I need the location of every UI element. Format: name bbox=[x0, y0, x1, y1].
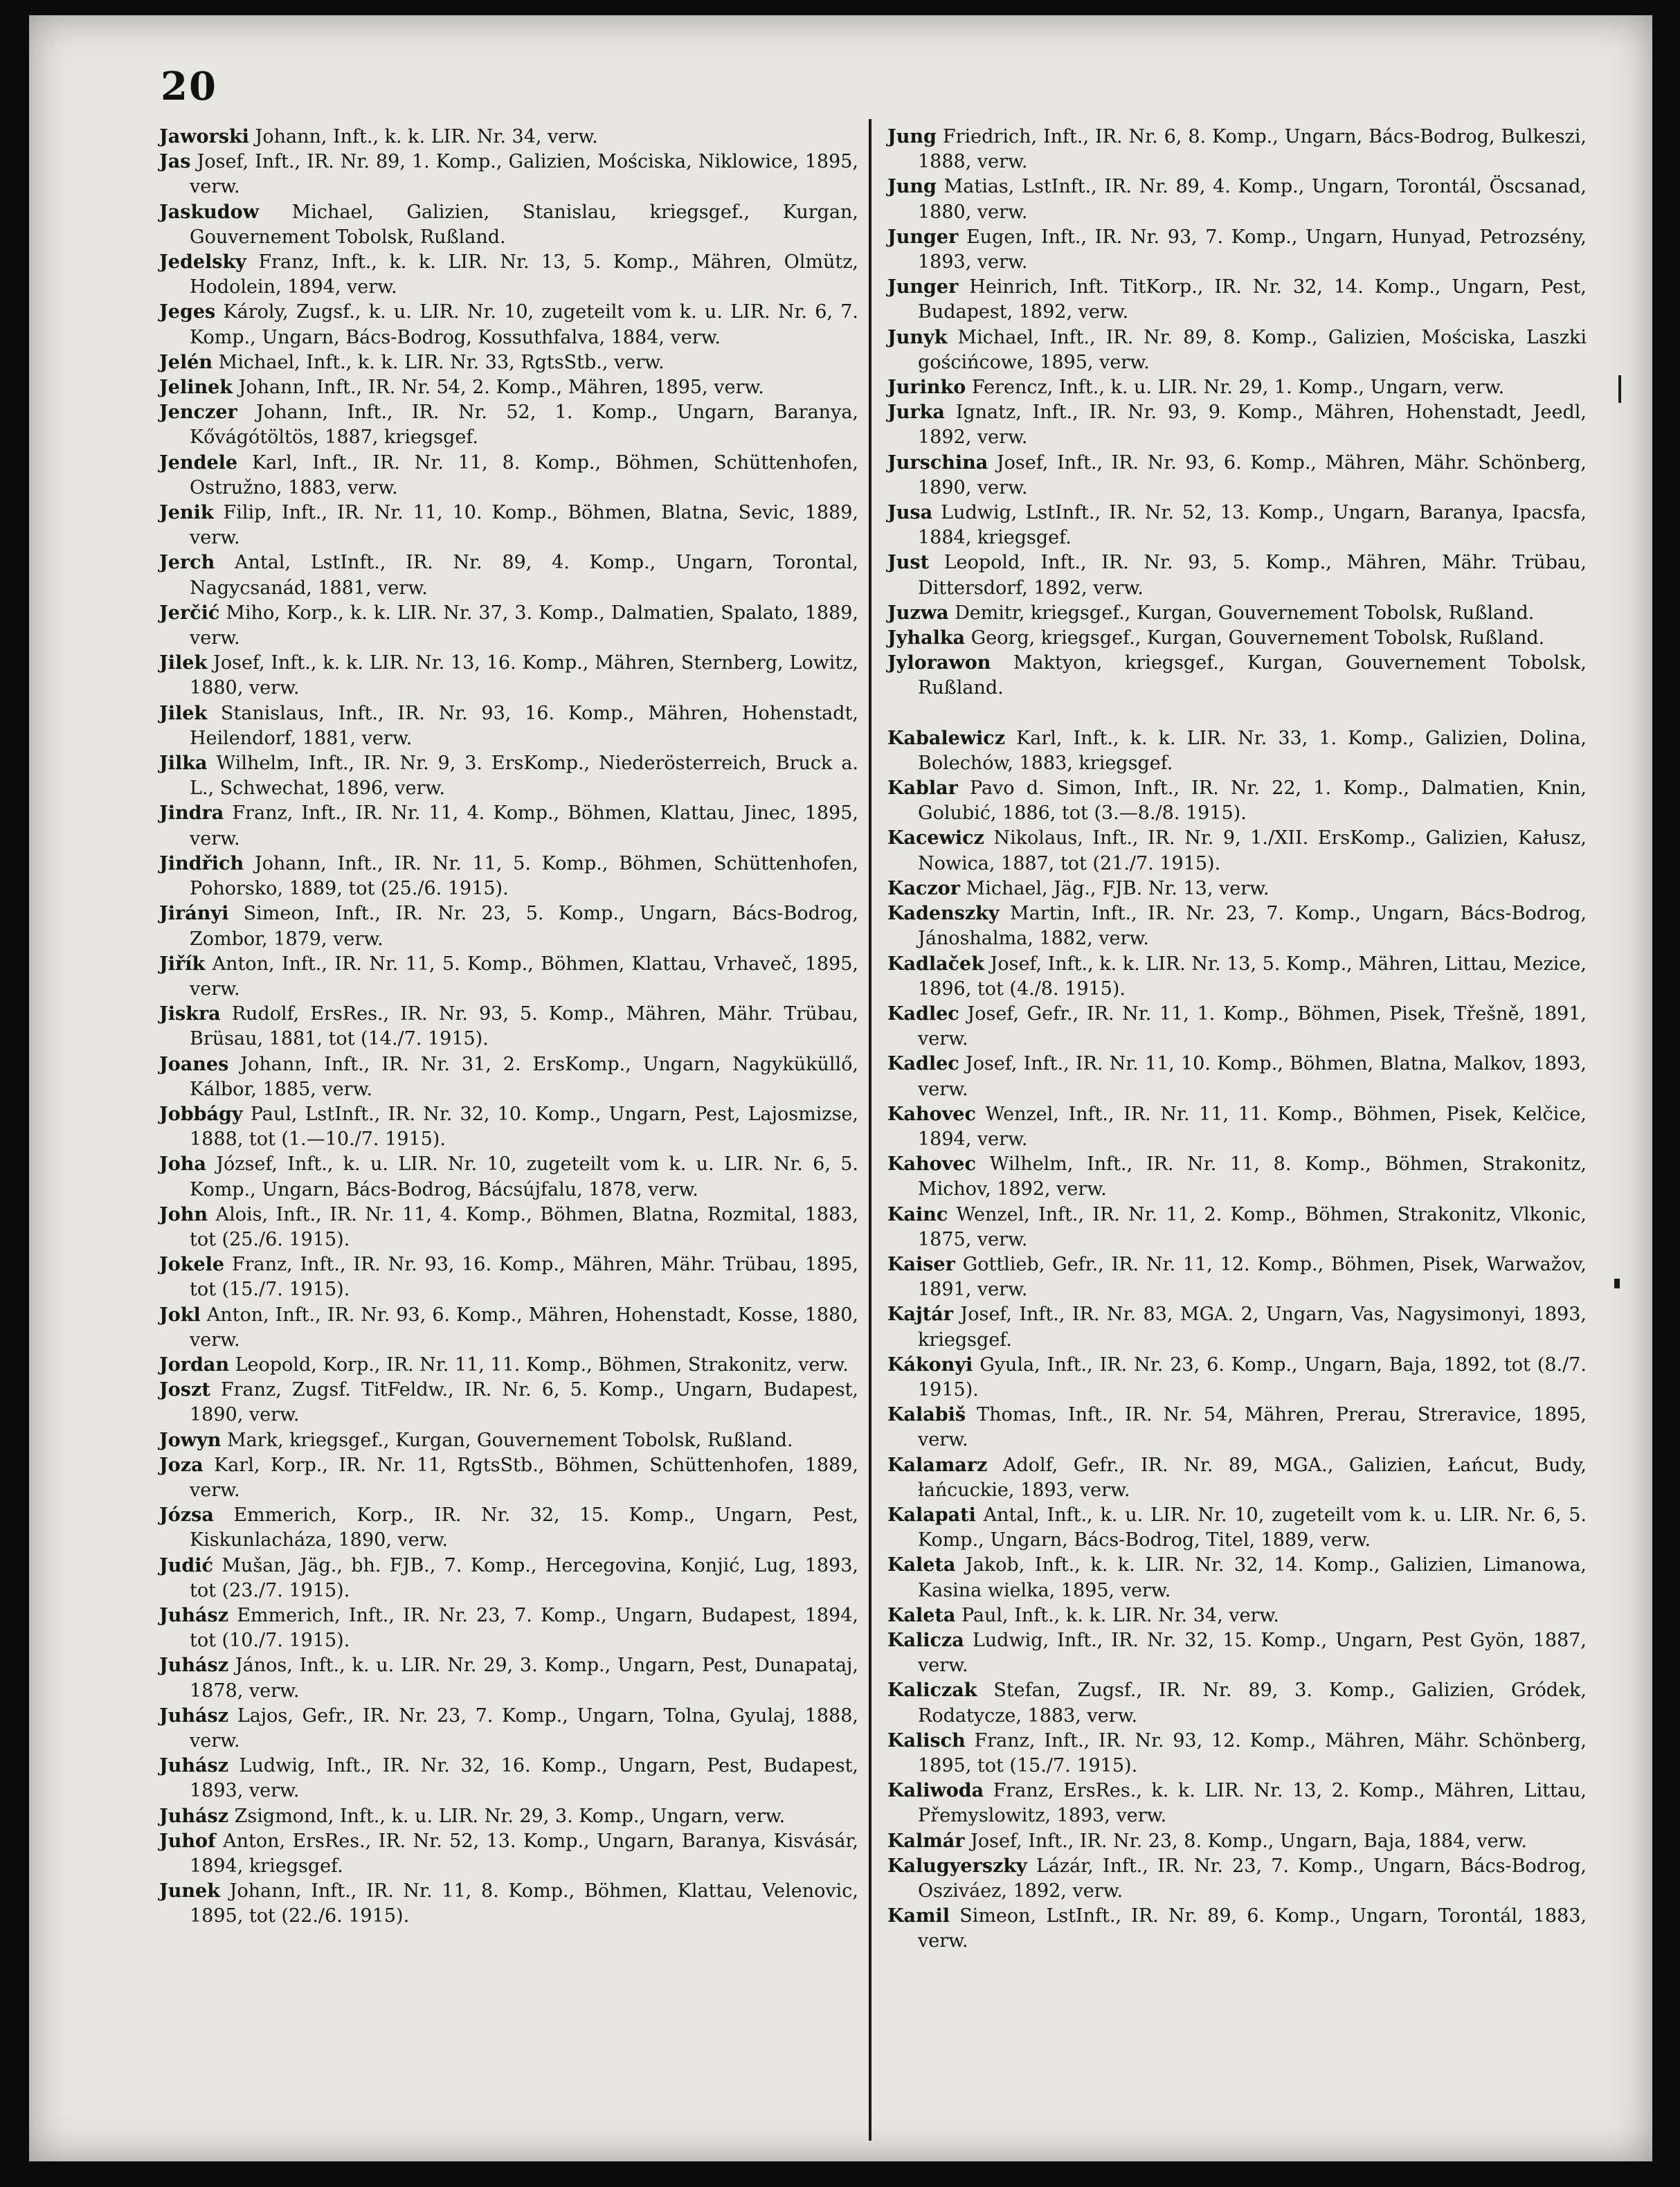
register-entry bbox=[159, 1002, 858, 1052]
register-entry bbox=[887, 1403, 1587, 1452]
register-entry bbox=[159, 601, 858, 651]
register-entry bbox=[159, 1653, 858, 1703]
entry-details: Michael, Jäg., FJB. Nr. 13, verw. bbox=[959, 877, 1270, 899]
entry-surname: Kadlec bbox=[887, 1053, 959, 1075]
entry-details: Miho, Korp., k. k. LIR. Nr. 37, 3. Komp., Dalmatien, Spalato, 1889, verw. bbox=[190, 602, 858, 649]
register-entry bbox=[159, 1102, 858, 1152]
entry-details: Josef, Inft., IR. Nr. 93, 6. Komp., Mähren, Mähr. Schönberg, 1890, verw. bbox=[918, 451, 1587, 498]
left-column bbox=[159, 125, 858, 1929]
entry-surname: Juhász bbox=[159, 1604, 229, 1626]
right-column bbox=[887, 125, 1587, 1954]
register-entry bbox=[159, 1879, 858, 1929]
entry-details: Leopold, Inft., IR. Nr. 93, 5. Komp., Mähren, Mähr. Trübau, Dittersdorf, 1892, verw. bbox=[918, 552, 1587, 599]
entry-surname: Jung bbox=[887, 126, 937, 147]
entry-details: Karl, Inft., k. k. LIR. Nr. 33, 1. Komp., Galizien, Dolina, Bolechów, 1883, kriegsgef. bbox=[918, 727, 1587, 774]
register-entry bbox=[159, 400, 858, 450]
register-page bbox=[29, 15, 1652, 2161]
entry-details: Antal, Inft., k. u. LIR. Nr. 10, zugeteilt vom k. u. LIR. Nr. 6, 5. Komp., Ungarn, Bács-Bodrog, Titel, 1889, verw. bbox=[918, 1504, 1587, 1551]
entry-details: Josef, Inft., k. k. LIR. Nr. 13, 5. Komp., Mähren, Littau, Mezice, 1896, tot (4./8. 1915). bbox=[918, 953, 1587, 1000]
register-entry bbox=[887, 1102, 1587, 1152]
register-entry bbox=[887, 1152, 1587, 1202]
entry-details: Franz, Inft., IR. Nr. 11, 4. Komp., Böhmen, Klattau, Jinec, 1895, verw. bbox=[190, 802, 858, 849]
register-entry bbox=[159, 1603, 858, 1653]
entry-details: Antal, LstInft., IR. Nr. 89, 4. Komp., Ungarn, Torontal, Nagycsanád, 1881, verw. bbox=[190, 552, 858, 599]
entry-details: Nikolaus, Inft., IR. Nr. 9, 1./XII. ErsKomp., Galizien, Kałusz, Nowica, 1887, tot (21./7. 1915). bbox=[918, 827, 1587, 874]
entry-surname: Jerčić bbox=[159, 602, 220, 624]
register-entry bbox=[159, 1052, 858, 1102]
register-entry bbox=[159, 375, 858, 400]
entry-surname: Kalmár bbox=[887, 1830, 965, 1852]
entry-surname: Józsa bbox=[159, 1504, 214, 1527]
entry-surname: Jenczer bbox=[159, 402, 237, 424]
entry-surname: Jurka bbox=[887, 402, 945, 424]
register-entry bbox=[887, 375, 1587, 400]
entry-details: Josef, Inft., IR. Nr. 89, 1. Komp., Galizien, Mościska, Niklowice, 1895, verw. bbox=[190, 151, 858, 198]
register-entry bbox=[159, 250, 858, 300]
register-entry bbox=[159, 451, 858, 501]
entry-details: Pavo d. Simon, Inft., IR. Nr. 22, 1. Komp., Dalmatien, Knin, Golubić, 1886, tot (3.—8./8. 1915). bbox=[918, 777, 1587, 825]
register-entry bbox=[887, 1779, 1587, 1828]
register-entry bbox=[159, 1378, 858, 1428]
entry-details: Wenzel, Inft., IR. Nr. 11, 11. Komp., Böhmen, Pisek, Kelčice, 1894, verw. bbox=[918, 1103, 1587, 1150]
register-entry bbox=[159, 852, 858, 901]
register-entry bbox=[159, 350, 858, 375]
entry-details: Gyula, Inft., IR. Nr. 23, 6. Komp., Ungarn, Baja, 1892, tot (8./7. 1915). bbox=[918, 1353, 1587, 1401]
register-entry bbox=[159, 1152, 858, 1202]
register-entry bbox=[887, 451, 1587, 501]
entry-surname: Joanes bbox=[159, 1053, 229, 1075]
register-entry bbox=[887, 275, 1587, 325]
entry-surname: Jendele bbox=[159, 451, 238, 474]
entry-details: Demitr, kriegsgef., Kurgan, Gouvernement Tobolsk, Rußland. bbox=[948, 602, 1535, 624]
margin-mark bbox=[1618, 375, 1621, 403]
register-entry bbox=[159, 501, 858, 550]
entry-details: Johann, Inft., k. k. LIR. Nr. 34, verw. bbox=[249, 126, 598, 147]
register-entry bbox=[887, 400, 1587, 450]
entry-details: Stefan, Zugsf., IR. Nr. 89, 3. Komp., Galizien, Gródek, Rodatycze, 1883, verw. bbox=[918, 1680, 1587, 1727]
entry-surname: Kadlaček bbox=[887, 953, 984, 975]
entry-details: Matias, LstInft., IR. Nr. 89, 4. Komp., Ungarn, Torontál, Öscsanad, 1880, verw. bbox=[918, 176, 1587, 223]
entry-surname: Jokl bbox=[159, 1304, 201, 1326]
entry-details: Stanislaus, Inft., IR. Nr. 93, 16. Komp., Mähren, Hohenstadt, Heilendorf, 1881, verw. bbox=[190, 702, 858, 749]
entry-surname: Jung bbox=[887, 176, 937, 198]
entry-surname: Jilka bbox=[159, 753, 208, 775]
entry-surname: Jirányi bbox=[159, 903, 229, 925]
entry-surname: Kaiser bbox=[887, 1253, 955, 1275]
entry-details: Mušan, Jäg., bh. FJB., 7. Komp., Hercegovina, Konjić, Lug, 1893, tot (23./7. 1915). bbox=[190, 1554, 858, 1601]
entry-surname: Jenik bbox=[159, 502, 214, 524]
entry-details: Zsigmond, Inft., k. u. LIR. Nr. 29, 3. Komp., Ungarn, verw. bbox=[228, 1805, 786, 1827]
entry-details: Simeon, Inft., IR. Nr. 23, 5. Komp., Ungarn, Bács-Bodrog, Zombor, 1879, verw. bbox=[190, 903, 858, 950]
register-entry bbox=[159, 1704, 858, 1754]
register-entry bbox=[159, 1353, 858, 1378]
entry-details: Ludwig, LstInft., IR. Nr. 52, 13. Komp., Ungarn, Baranya, Ipacsfa, 1884, kriegsgef. bbox=[918, 502, 1587, 549]
entry-surname: Kamil bbox=[887, 1905, 950, 1927]
entry-surname: Jowyn bbox=[159, 1429, 222, 1451]
entry-details: Franz, Inft., k. k. LIR. Nr. 13, 5. Komp., Mähren, Olmütz, Hodolein, 1894, verw. bbox=[190, 251, 858, 298]
register-entry bbox=[159, 1503, 858, 1553]
register-entry bbox=[887, 726, 1587, 776]
entry-surname: Jas bbox=[159, 151, 191, 173]
register-entry bbox=[887, 550, 1587, 600]
register-entry bbox=[887, 1052, 1587, 1101]
entry-details: Gottlieb, Gefr., IR. Nr. 11, 12. Komp., Böhmen, Pisek, Warwažov, 1891, verw. bbox=[918, 1253, 1587, 1301]
entry-details: Karl, Korp., IR. Nr. 11, RgtsStb., Böhmen, Schüttenhofen, 1889, verw. bbox=[190, 1454, 858, 1501]
section-gap bbox=[887, 701, 1587, 726]
entry-details: Martin, Inft., IR. Nr. 23, 7. Komp., Ungarn, Bács-Bodrog, Jánoshalma, 1882, verw. bbox=[918, 903, 1587, 950]
entry-details: Heinrich, Inft. TitKorp., IR. Nr. 32, 14. Komp., Ungarn, Pest, Budapest, 1892, verw. bbox=[918, 276, 1587, 323]
entry-surname: Juhász bbox=[159, 1755, 229, 1777]
entry-details: Filip, Inft., IR. Nr. 11, 10. Komp., Böhmen, Blatna, Sevic, 1889, verw. bbox=[190, 502, 858, 549]
entry-details: Johann, Inft., IR. Nr. 54, 2. Komp., Mähren, 1895, verw. bbox=[232, 377, 764, 399]
register-entry bbox=[159, 1252, 858, 1302]
entry-details: Johann, Inft., IR. Nr. 11, 8. Komp., Böhmen, Klattau, Velenovic, 1895, tot (22./6. 1915). bbox=[190, 1880, 858, 1927]
register-entry bbox=[159, 125, 858, 150]
entry-details: Thomas, Inft., IR. Nr. 54, Mähren, Prerau, Streravice, 1895, verw. bbox=[918, 1404, 1587, 1451]
register-entry bbox=[887, 501, 1587, 550]
entry-surname: Kacewicz bbox=[887, 827, 984, 849]
entry-surname: Jokele bbox=[159, 1254, 225, 1276]
register-entry bbox=[159, 1754, 858, 1803]
entry-details: Lajos, Gefr., IR. Nr. 23, 7. Komp., Ungarn, Tolna, Gyulaj, 1888, verw. bbox=[190, 1704, 858, 1752]
entry-surname: Juhász bbox=[159, 1704, 229, 1727]
entry-surname: John bbox=[159, 1203, 208, 1225]
entry-surname: Jilek bbox=[159, 702, 208, 724]
entry-surname: Joszt bbox=[159, 1379, 210, 1401]
register-entry bbox=[887, 325, 1587, 375]
entry-details: Emmerich, Korp., IR. Nr. 32, 15. Komp., Ungarn, Pest, Kiskunlacháza, 1890, verw. bbox=[190, 1504, 858, 1551]
entry-surname: Jobbágy bbox=[159, 1103, 243, 1125]
entry-surname: Jindřich bbox=[159, 852, 244, 874]
entry-details: Adolf, Gefr., IR. Nr. 89, MGA., Galizien, Łańcut, Budy, łańcuckie, 1893, verw. bbox=[918, 1454, 1587, 1501]
register-entry bbox=[887, 601, 1587, 626]
register-entry bbox=[887, 125, 1587, 174]
register-entry bbox=[159, 200, 858, 250]
entry-surname: Jelén bbox=[159, 351, 213, 373]
entry-details: Maktyon, kriegsgef., Kurgan, Gouvernement Tobolsk, Rußland. bbox=[918, 652, 1587, 699]
entry-details: Ferencz, Inft., k. u. LIR. Nr. 29, 1. Komp., Ungarn, verw. bbox=[966, 377, 1505, 399]
entry-surname: Juzwa bbox=[887, 602, 949, 624]
entry-details: Josef, Inft., IR. Nr. 11, 10. Komp., Böhmen, Blatna, Malkov, 1893, verw. bbox=[918, 1053, 1587, 1100]
register-entry bbox=[887, 1628, 1587, 1678]
entry-surname: Kákonyi bbox=[887, 1353, 973, 1376]
entry-surname: Kaczor bbox=[887, 877, 960, 899]
entry-details: Eugen, Inft., IR. Nr. 93, 7. Komp., Ungarn, Hunyad, Petrozsény, 1893, verw. bbox=[918, 226, 1587, 273]
register-entry bbox=[887, 1302, 1587, 1352]
entry-surname: Jusa bbox=[887, 502, 933, 524]
entry-details: Georg, kriegsgef., Kurgan, Gouvernement Tobolsk, Rußland. bbox=[965, 627, 1545, 649]
entry-details: Károly, Zugsf., k. u. LIR. Nr. 10, zugeteilt vom k. u. LIR. Nr. 6, 7. Komp., Ungarn, Bács-Bodrog, Kossuthfalva, 1884, verw. bbox=[190, 301, 858, 348]
entry-details: Wilhelm, Inft., IR. Nr. 9, 3. ErsKomp., Niederösterreich, Bruck a. L., Schwechat, 1896, verw. bbox=[190, 753, 858, 800]
register-entry bbox=[887, 901, 1587, 951]
entry-details: Emmerich, Inft., IR. Nr. 23, 7. Komp., Ungarn, Budapest, 1894, tot (10./7. 1915). bbox=[190, 1604, 858, 1652]
entry-details: Paul, LstInft., IR. Nr. 32, 10. Komp., Ungarn, Pest, Lajosmizse, 1888, tot (1.—10./7. 1915). bbox=[190, 1103, 858, 1151]
entry-details: Johann, Inft., IR. Nr. 11, 5. Komp., Böhmen, Schüttenhofen, Pohorsko, 1889, tot (25./6. 1915). bbox=[190, 852, 858, 900]
register-entry bbox=[887, 1553, 1587, 1603]
register-entry bbox=[887, 225, 1587, 275]
entry-surname: Juhász bbox=[159, 1805, 229, 1827]
register-entry bbox=[887, 876, 1587, 901]
entry-details: Jakob, Inft., k. k. LIR. Nr. 32, 14. Komp., Galizien, Limanowa, Kasina wielka, 1895, verw. bbox=[918, 1554, 1587, 1601]
entry-details: Johann, Inft., IR. Nr. 31, 2. ErsKomp., Ungarn, Nagyküküllő, Kálbor, 1885, verw. bbox=[190, 1053, 858, 1100]
register-entry bbox=[159, 952, 858, 1002]
entry-surname: Kajtár bbox=[887, 1304, 953, 1326]
register-entry bbox=[159, 1554, 858, 1603]
register-entry bbox=[887, 1678, 1587, 1728]
entry-surname: Kaleta bbox=[887, 1554, 956, 1576]
entry-surname: Junyk bbox=[887, 326, 948, 348]
entry-details: Michael, Galizien, Stanislau, kriegsgef., Kurgan, Gouvernement Tobolsk, Rußland. bbox=[190, 201, 858, 248]
entry-surname: Jurinko bbox=[887, 377, 966, 399]
entry-surname: Kalamarz bbox=[887, 1454, 988, 1476]
entry-surname: Jiskra bbox=[159, 1003, 221, 1025]
entry-details: Rudolf, ErsRes., IR. Nr. 93, 5. Komp., Mähren, Mähr. Trübau, Brüsau, 1881, tot (14./7. 1915). bbox=[190, 1003, 858, 1050]
entry-surname: Joza bbox=[159, 1454, 204, 1476]
entry-surname: Judić bbox=[159, 1554, 213, 1576]
register-entry bbox=[887, 1603, 1587, 1628]
entry-surname: Junek bbox=[159, 1880, 220, 1902]
entry-surname: Kablar bbox=[887, 777, 958, 800]
register-entry bbox=[887, 1829, 1587, 1854]
entry-surname: Jylorawon bbox=[887, 652, 991, 674]
register-entry bbox=[159, 701, 858, 751]
register-entry bbox=[887, 1453, 1587, 1503]
margin-mark bbox=[1614, 1279, 1620, 1288]
register-entry bbox=[159, 1203, 858, 1252]
entry-surname: Jurschina bbox=[887, 451, 988, 474]
register-entry bbox=[159, 751, 858, 801]
entry-details: Johann, Inft., IR. Nr. 52, 1. Komp., Ungarn, Baranya, Kővágótöltös, 1887, kriegsgef. bbox=[190, 402, 858, 449]
register-entry bbox=[887, 1353, 1587, 1403]
register-entry bbox=[159, 1804, 858, 1829]
entry-details: Josef, Inft., k. k. LIR. Nr. 13, 16. Komp., Mähren, Sternberg, Lowitz, 1880, verw. bbox=[190, 652, 858, 699]
register-entry bbox=[159, 300, 858, 350]
entry-surname: Junger bbox=[887, 276, 959, 298]
entry-surname: Kahovec bbox=[887, 1153, 976, 1176]
column-divider bbox=[869, 119, 871, 2141]
entry-details: Michael, Inft., k. k. LIR. Nr. 33, RgtsStb., verw. bbox=[213, 351, 665, 373]
register-entry bbox=[159, 1829, 858, 1879]
register-entry bbox=[887, 174, 1587, 224]
entry-details: János, Inft., k. u. LIR. Nr. 29, 3. Komp., Ungarn, Pest, Dunapataj, 1878, verw. bbox=[190, 1655, 858, 1702]
entry-surname: Jelinek bbox=[159, 377, 233, 399]
register-entry bbox=[887, 776, 1587, 826]
entry-surname: Kainc bbox=[887, 1203, 948, 1225]
entry-details: Wenzel, Inft., IR. Nr. 11, 2. Komp., Böhmen, Strakonitz, Vlkonic, 1875, verw. bbox=[918, 1203, 1587, 1250]
entry-surname: Kalisch bbox=[887, 1729, 966, 1752]
entry-surname: Jilek bbox=[159, 652, 208, 674]
register-entry bbox=[159, 901, 858, 951]
entry-surname: Kadenszky bbox=[887, 903, 1000, 925]
entry-surname: Kalapati bbox=[887, 1504, 976, 1526]
entry-details: Simeon, LstInft., IR. Nr. 89, 6. Komp., Ungarn, Torontál, 1883, verw. bbox=[918, 1905, 1587, 1952]
entry-surname: Kalugyerszky bbox=[887, 1855, 1027, 1877]
entry-details: Ludwig, Inft., IR. Nr. 32, 16. Komp., Ungarn, Pest, Budapest, 1893, verw. bbox=[190, 1755, 858, 1802]
entry-surname: Jyhalka bbox=[887, 627, 966, 649]
register-entry bbox=[159, 651, 858, 701]
page-number: 20 bbox=[161, 64, 217, 109]
entry-surname: Kaliczak bbox=[887, 1680, 977, 1702]
entry-surname: Jaskudow bbox=[159, 201, 259, 223]
register-entry bbox=[159, 1428, 858, 1453]
entry-details: Michael, Inft., IR. Nr. 89, 8. Komp., Galizien, Mościska, Laszki gościńcowe, 1895, verw. bbox=[918, 326, 1587, 373]
entry-details: Anton, Inft., IR. Nr. 93, 6. Komp., Mähren, Hohenstadt, Kosse, 1880, verw. bbox=[190, 1304, 858, 1351]
entry-surname: Jordan bbox=[159, 1353, 230, 1376]
register-entry bbox=[887, 651, 1587, 701]
entry-surname: Jedelsky bbox=[159, 251, 246, 273]
entry-details: Franz, Inft., IR. Nr. 93, 12. Komp., Mähren, Mähr. Schönberg, 1895, tot (15./7. 1915). bbox=[918, 1729, 1587, 1776]
entry-details: Franz, Zugsf. TitFeldw., IR. Nr. 6, 5. Komp., Ungarn, Budapest, 1890, verw. bbox=[190, 1379, 858, 1426]
entry-surname: Junger bbox=[887, 226, 959, 248]
entry-details: Mark, kriegsgef., Kurgan, Gouvernement Tobolsk, Rußland. bbox=[221, 1429, 793, 1451]
entry-details: Friedrich, Inft., IR. Nr. 6, 8. Komp., Ungarn, Bács-Bodrog, Bulkeszi, 1888, verw. bbox=[918, 126, 1587, 173]
entry-surname: Juhof bbox=[159, 1830, 216, 1852]
entry-details: Lázár, Inft., IR. Nr. 23, 7. Komp., Ungarn, Bács-Bodrog, Osziváez, 1892, verw. bbox=[918, 1855, 1587, 1902]
entry-details: Karl, Inft., IR. Nr. 11, 8. Komp., Böhmen, Schüttenhofen, Ostružno, 1883, verw. bbox=[190, 451, 858, 498]
register-entry bbox=[887, 826, 1587, 876]
entry-surname: Jerch bbox=[159, 552, 215, 574]
entry-surname: Kahovec bbox=[887, 1103, 976, 1125]
entry-details: József, Inft., k. u. LIR. Nr. 10, zugeteilt vom k. u. LIR. Nr. 6, 5. Komp., Ungarn, Bács-Bodrog, Bácsújfalu, 1878, verw. bbox=[190, 1153, 858, 1200]
register-entry bbox=[159, 801, 858, 851]
entry-surname: Juhász bbox=[159, 1655, 229, 1677]
entry-details: Anton, ErsRes., IR. Nr. 52, 13. Komp., Ungarn, Baranya, Kisvásár, 1894, kriegsgef. bbox=[190, 1830, 858, 1878]
register-entry bbox=[887, 1203, 1587, 1252]
entry-details: Alois, Inft., IR. Nr. 11, 4. Komp., Böhmen, Blatna, Rozmital, 1883, tot (25./6. 1915). bbox=[190, 1203, 858, 1250]
entry-details: Ignatz, Inft., IR. Nr. 93, 9. Komp., Mähren, Hohenstadt, Jeedl, 1892, verw. bbox=[918, 402, 1587, 449]
entry-details: Josef, Inft., IR. Nr. 23, 8. Komp., Ungarn, Baja, 1884, verw. bbox=[964, 1830, 1528, 1852]
register-entry bbox=[887, 1503, 1587, 1553]
entry-surname: Just bbox=[887, 552, 930, 574]
entry-surname: Kaliwoda bbox=[887, 1780, 984, 1802]
entry-details: Anton, Inft., IR. Nr. 11, 5. Komp., Böhmen, Klattau, Vrhaveč, 1895, verw. bbox=[190, 953, 858, 1000]
entry-surname: Kalicza bbox=[887, 1629, 964, 1651]
register-entry bbox=[887, 626, 1587, 651]
register-entry bbox=[887, 1002, 1587, 1052]
entry-details: Josef, Gefr., IR. Nr. 11, 1. Komp., Böhmen, Pisek, Třešně, 1891, verw. bbox=[918, 1002, 1587, 1050]
register-entry bbox=[887, 1854, 1587, 1904]
entry-details: Franz, ErsRes., k. k. LIR. Nr. 13, 2. Komp., Mähren, Littau, Přemyslowitz, 1893, verw. bbox=[918, 1780, 1587, 1827]
entry-surname: Kabalewicz bbox=[887, 727, 1006, 749]
register-entry bbox=[887, 1729, 1587, 1779]
entry-surname: Kaleta bbox=[887, 1604, 956, 1626]
register-entry bbox=[159, 150, 858, 199]
entry-surname: Jiřík bbox=[159, 953, 206, 975]
entry-surname: Joha bbox=[159, 1153, 206, 1176]
register-entry bbox=[887, 1904, 1587, 1954]
entry-surname: Kalabiš bbox=[887, 1404, 966, 1426]
entry-surname: Jeges bbox=[159, 301, 216, 323]
entry-details: Franz, Inft., IR. Nr. 93, 16. Komp., Mähren, Mähr. Trübau, 1895, tot (15./7. 1915). bbox=[190, 1254, 858, 1301]
register-entry bbox=[159, 1453, 858, 1503]
entry-surname: Jaworski bbox=[159, 126, 249, 147]
register-entry bbox=[887, 952, 1587, 1002]
entry-details: Paul, Inft., k. k. LIR. Nr. 34, verw. bbox=[955, 1604, 1279, 1626]
register-entry bbox=[159, 1303, 858, 1353]
entry-surname: Kadlec bbox=[887, 1002, 959, 1025]
entry-details: Josef, Inft., IR. Nr. 83, MGA. 2, Ungarn, Vas, Nagysimonyi, 1893, kriegsgef. bbox=[918, 1304, 1587, 1351]
register-entry bbox=[159, 550, 858, 600]
entry-details: Wilhelm, Inft., IR. Nr. 11, 8. Komp., Böhmen, Strakonitz, Michov, 1892, verw. bbox=[918, 1153, 1587, 1200]
entry-details: Leopold, Korp., IR. Nr. 11, 11. Komp., Böhmen, Strakonitz, verw. bbox=[229, 1353, 849, 1376]
entry-details: Ludwig, Inft., IR. Nr. 32, 15. Komp., Ungarn, Pest Gyön, 1887, verw. bbox=[918, 1629, 1587, 1677]
register-entry bbox=[887, 1252, 1587, 1302]
entry-surname: Jindra bbox=[159, 802, 224, 825]
